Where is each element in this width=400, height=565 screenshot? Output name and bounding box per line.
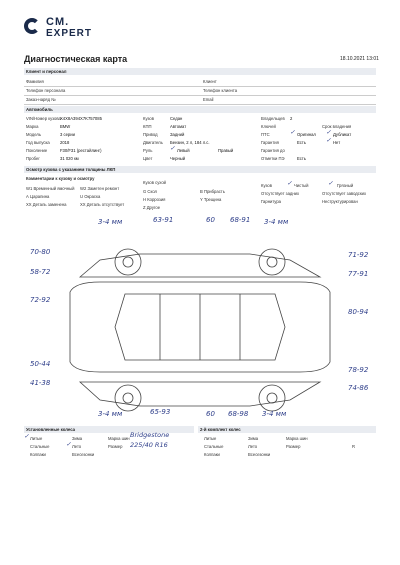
warranty-option: Есть xyxy=(297,140,306,145)
car-label: Пробег xyxy=(26,156,40,161)
car-label: Ключей xyxy=(261,124,276,129)
car-value: 2 xyxy=(290,116,293,121)
car-label: Отметки ПЭ xyxy=(261,156,285,161)
mark-left-4: 50-44 xyxy=(30,360,51,368)
mark-bot-right: 3-4 мм xyxy=(262,410,287,418)
tire2-brand-label: Марка шин xyxy=(286,436,308,441)
car-label: Привод xyxy=(143,132,158,137)
mark-top-a: 63-91 xyxy=(153,216,174,224)
mark-bot-b: 60 xyxy=(206,410,215,418)
car-label: ПТС xyxy=(261,132,270,137)
tire2-option: Колпаки xyxy=(204,452,220,457)
car-value: Левый xyxy=(177,148,190,153)
legend-title: Комментарии к кузову и осмотру xyxy=(26,176,95,181)
car-value: Бензин, 2 л, 184 л.с. xyxy=(170,140,210,145)
legend-item: Z Другое xyxy=(143,205,161,210)
client-label: Фамилия xyxy=(26,79,44,84)
legend-item: G Скол xyxy=(143,189,158,194)
tire2-size-label: Размер xyxy=(286,444,301,449)
car-section-header: Автомобиль xyxy=(24,106,376,113)
car-label: Цвет xyxy=(143,156,153,161)
legend-item: А Царапина xyxy=(26,194,50,199)
client-label: Телефон клиента xyxy=(203,88,238,93)
car-label: Кузов xyxy=(143,116,154,121)
owner-label: Срок владения xyxy=(322,124,352,129)
client-section-header: Клиент и персонал xyxy=(24,68,376,75)
client-label: Заказ-наряд № xyxy=(26,97,56,102)
mark-bot-a: 65-93 xyxy=(150,408,171,416)
tire2-option: Всесезонки xyxy=(248,452,271,457)
check-mark-icon: ✓ xyxy=(24,434,30,440)
mark-left-3: 72-92 xyxy=(30,296,51,304)
legend-item: H Коррозия xyxy=(143,197,166,202)
condition-option: Неструктурирован xyxy=(322,199,358,204)
condition-label: Кузов xyxy=(261,183,272,188)
condition-option: Отсутствует задних xyxy=(261,191,300,196)
car-value: 3 серии xyxy=(60,132,75,137)
mark-right-4: 78-92 xyxy=(348,366,369,374)
tire-option: Зима xyxy=(72,436,83,441)
legend-item: XX Деталь заменена xyxy=(26,202,67,207)
car-value: F30/F31 (рестайлинг) xyxy=(60,148,102,153)
mark-right-3: 80-94 xyxy=(348,308,369,316)
mark-right-5: 74-86 xyxy=(348,384,369,392)
condition-option: Чистый xyxy=(294,183,309,188)
tire2-option: Литые xyxy=(204,436,217,441)
legend-item: U Окраска xyxy=(80,194,101,199)
check-mark-icon: ✓ xyxy=(170,146,176,152)
wheel-bottom-left xyxy=(115,385,141,411)
logo-icon xyxy=(24,18,40,34)
check-mark-icon: ✓ xyxy=(290,130,296,136)
client-label: Email xyxy=(203,97,214,102)
mark-left-5: 41-38 xyxy=(30,379,51,387)
car-label: КПП xyxy=(143,124,152,129)
tire-brand-label: Марка шин xyxy=(108,436,130,441)
car-value: Задний xyxy=(170,132,185,137)
wheel-bottom-right xyxy=(259,385,285,411)
pts-option: Дубликат xyxy=(333,132,352,137)
tire-option: Стальные xyxy=(30,444,50,449)
tire2-size-value: R xyxy=(352,444,356,449)
car-label: Поколение xyxy=(26,148,48,153)
mark-bot-left: 3-4 мм xyxy=(98,410,123,418)
check-mark-icon: ✓ xyxy=(328,181,334,187)
check-mark-icon: ✓ xyxy=(326,130,332,136)
car-label: Гарантия до xyxy=(261,148,285,153)
mark-right-2: 77-91 xyxy=(348,270,369,278)
car-label: Год выпуска xyxy=(26,140,50,145)
tire-option: Всесезонки xyxy=(72,452,95,457)
car-label: Модель xyxy=(26,132,42,137)
tire-option: Колпаки xyxy=(30,452,46,457)
car-value-alt: Правый xyxy=(218,148,234,153)
car-label: VIN/Номер кузова xyxy=(26,116,61,121)
legend-mid-title: Кузов сухой xyxy=(143,180,167,185)
car-label: Марка xyxy=(26,124,39,129)
mark-top-b: 60 xyxy=(206,216,215,224)
car-value: BMW xyxy=(60,124,71,129)
car-body-diagram xyxy=(30,232,370,427)
tire-option: Лето xyxy=(72,444,82,449)
brand-line2: EXPERT xyxy=(46,28,93,39)
car-label: Двигатель xyxy=(143,140,163,145)
mark-top-right: 3-4 мм xyxy=(264,218,289,226)
mark-left-1: 70-80 xyxy=(30,248,51,256)
doc-date: 18.10.2021 13:01 xyxy=(340,56,379,62)
tire-brand-value: Bridgestone xyxy=(130,431,170,439)
tire2-option: Стальные xyxy=(204,444,224,449)
mark-top-left: 3-4 мм xyxy=(98,218,123,226)
wheel-top-right xyxy=(259,249,285,275)
brand-line1: CM. xyxy=(46,16,70,28)
tire-size-value: 225/40 R16 xyxy=(130,441,168,449)
mark-right-1: 71-92 xyxy=(348,251,369,259)
warranty-option: Нет xyxy=(333,140,341,145)
tires2-section-header: 2-й комплект колес xyxy=(198,426,376,433)
tire2-option: Зима xyxy=(248,436,259,441)
legend-item: Y Трещина xyxy=(200,197,222,202)
legend-item: W2 Заметен ремонт xyxy=(80,186,120,191)
car-value: Седан xyxy=(170,116,183,121)
check-mark-icon: ✓ xyxy=(66,442,72,448)
client-label: Клиент xyxy=(203,79,217,84)
car-value: 2018 xyxy=(60,140,70,145)
mark-left-2: 58-72 xyxy=(30,268,51,276)
car-value: X4X8A394X7K757085 xyxy=(60,116,102,121)
check-mark-icon: ✓ xyxy=(287,181,293,187)
car-label: Гарантия xyxy=(261,140,279,145)
tire-size-label: Размер xyxy=(108,444,123,449)
legend-item: B Прибрасть xyxy=(200,189,225,194)
tires-section-header: Установленные колеса xyxy=(24,426,194,433)
legend-item: XX Деталь отсутствует xyxy=(80,202,125,207)
mark-bot-c: 68-98 xyxy=(228,410,249,418)
car-value: Автомат xyxy=(170,124,187,129)
car-label: Руль xyxy=(143,148,153,153)
page-title: Диагностическая карта xyxy=(24,54,128,64)
car-value: Черный xyxy=(170,156,186,161)
condition-option: Гарнитура xyxy=(261,199,282,204)
car-label: Владельцев xyxy=(261,116,285,121)
client-label: Телефон персонала xyxy=(26,88,66,93)
pts-option: Оригинал xyxy=(297,132,316,137)
wheel-top-left xyxy=(115,249,141,275)
check-mark-icon: ✓ xyxy=(326,138,332,144)
tire-option: Литые xyxy=(30,436,43,441)
inspection-section-header: Осмотр кузова с указанием толщины ЛКП xyxy=(24,166,376,173)
condition-option: Отсутствует заводских xyxy=(322,191,367,196)
marks-value: Есть xyxy=(297,156,306,161)
mark-top-c: 68-91 xyxy=(230,216,251,224)
legend-item: W1 Временный ямочный xyxy=(26,186,75,191)
tire2-option: Лето xyxy=(248,444,258,449)
condition-option: Грязный xyxy=(337,183,354,188)
car-value: 31 020 км xyxy=(60,156,79,161)
